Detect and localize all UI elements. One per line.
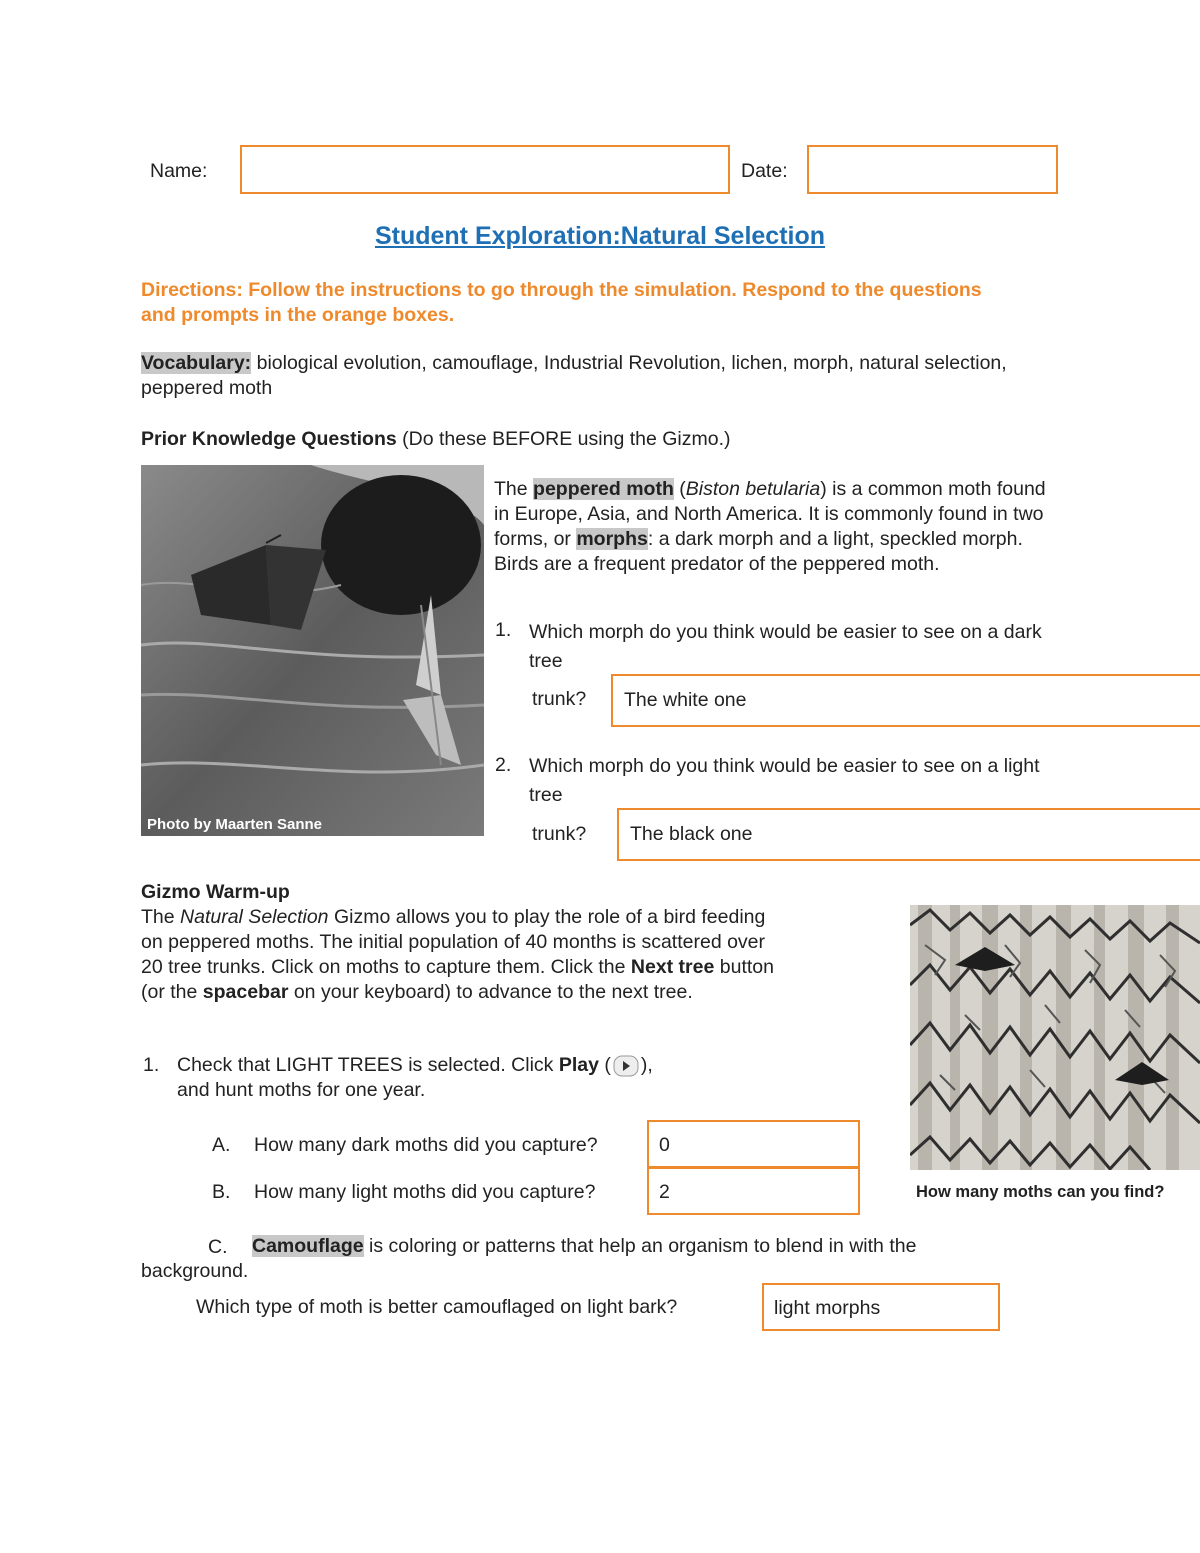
term-camouflage: Camouflage <box>252 1235 364 1257</box>
intro-text-3: ) is a common moth found in Europe, Asia, and North America. It is commonly found in two forms, or <box>494 478 1046 550</box>
tree-bark-illustration <box>910 905 1200 1170</box>
step1-text-2: ( <box>598 1054 611 1076</box>
warmup-text-1: The <box>141 906 181 928</box>
qa-answer-box[interactable] <box>647 1120 860 1168</box>
spacebar-term: spacebar <box>202 981 289 1003</box>
prior-knowledge-heading <box>141 427 1011 452</box>
prior-q2-answer-box[interactable] <box>617 808 1200 861</box>
vocabulary-terms: biological evolution, camouflage, Industrial Revolution, lichen, morph, natural selection, peppered moth <box>141 352 1007 399</box>
peppered-moth-intro <box>494 477 1054 577</box>
step1-number: 1. <box>143 1054 160 1076</box>
prior-q2-answer: The black one <box>630 823 753 845</box>
intro-text-1: The <box>494 478 534 500</box>
photo-credit: Photo by Maarten Sanne <box>147 816 323 833</box>
prior-q1-number: 1. <box>495 619 512 641</box>
qb-letter: B. <box>212 1181 231 1203</box>
term-morphs: morphs <box>576 528 648 550</box>
peppered-moth-photo <box>141 465 484 836</box>
term-peppered-moth: peppered moth <box>533 478 674 500</box>
qa-text: How many dark moths did you capture? <box>254 1134 598 1156</box>
tree-bark-image <box>910 905 1200 1170</box>
vocabulary-label: Vocabulary: <box>141 352 252 374</box>
qc-letter: C. <box>208 1236 228 1258</box>
prior-q1-text: Which morph do you think would be easier to see on a dark tree <box>529 621 1042 672</box>
qb-answer: 2 <box>659 1181 670 1203</box>
next-tree-term: Next tree <box>630 956 715 978</box>
warmup-text-2: Gizmo allows you to play the role of a bird feeding on peppered moths. The initial population of 40 months is scattered over 20 tree trunks. Click on moths to capture them. Click the <box>141 906 766 978</box>
prior-q1-answer-box[interactable] <box>611 674 1200 727</box>
step1-line2: and hunt moths for one year. <box>177 1079 426 1101</box>
name-label: Name: <box>150 160 208 182</box>
warmup-text-4: on your keyboard) to advance to the next tree. <box>288 981 693 1003</box>
page-title: Student Exploration:Natural Selection <box>374 222 826 250</box>
qc-definition <box>252 1234 1032 1259</box>
prior-q2-label: trunk? <box>532 823 587 845</box>
moth-photo-illustration <box>141 465 484 836</box>
tree-image-caption: How many moths can you find? <box>916 1183 1165 1201</box>
qc-answer: light morphs <box>774 1297 881 1319</box>
date-label: Date: <box>741 160 788 182</box>
qb-text: How many light moths did you capture? <box>254 1181 596 1203</box>
warmup-paragraph <box>141 905 791 1005</box>
qc-answer-box[interactable] <box>762 1283 1000 1331</box>
date-field[interactable] <box>807 145 1058 194</box>
prior-q1-label: trunk? <box>532 688 587 710</box>
qc-definition-text: is coloring or patterns that help an organism to blend in with the <box>363 1235 917 1257</box>
vocabulary <box>141 351 1011 401</box>
prior-q1-answer: The white one <box>624 689 747 711</box>
qa-letter: A. <box>212 1134 231 1156</box>
qb-answer-box[interactable] <box>647 1167 860 1215</box>
play-term: Play <box>558 1054 599 1076</box>
warmup-heading: Gizmo Warm-up <box>141 881 290 903</box>
step1-text-3: ), <box>640 1054 653 1076</box>
qc-question: Which type of moth is better camouflaged on light bark? <box>196 1296 678 1318</box>
prior-q2-text: Which morph do you think would be easier to see on a light tree <box>529 755 1040 806</box>
prior-knowledge-note: (Do these BEFORE using the Gizmo.) <box>396 428 731 450</box>
intro-text-2: ( <box>673 478 686 500</box>
intro-text-4: : a dark morph and a light, speckled morph. Birds are a frequent predator of the peppered moth. <box>494 528 1023 575</box>
prior-knowledge-title: Prior Knowledge Questions <box>141 428 397 450</box>
gizmo-name: Natural Selection <box>180 906 329 928</box>
name-field[interactable] <box>240 145 730 194</box>
prior-q2-number: 2. <box>495 754 512 776</box>
step1-text <box>177 1053 777 1078</box>
qc-definition-line2: background. <box>141 1260 249 1282</box>
step1-text-1: Check that LIGHT TREES is selected. Click <box>177 1054 559 1076</box>
warmup-text-3: button (or the <box>141 956 774 1003</box>
qa-answer: 0 <box>659 1134 670 1156</box>
species-name: Biston betularia <box>685 478 821 500</box>
play-button-icon <box>613 1055 639 1077</box>
directions-text: Directions: Follow the instructions to go through the simulation. Respond to the questions and prompts in the orange boxes. <box>141 279 982 326</box>
